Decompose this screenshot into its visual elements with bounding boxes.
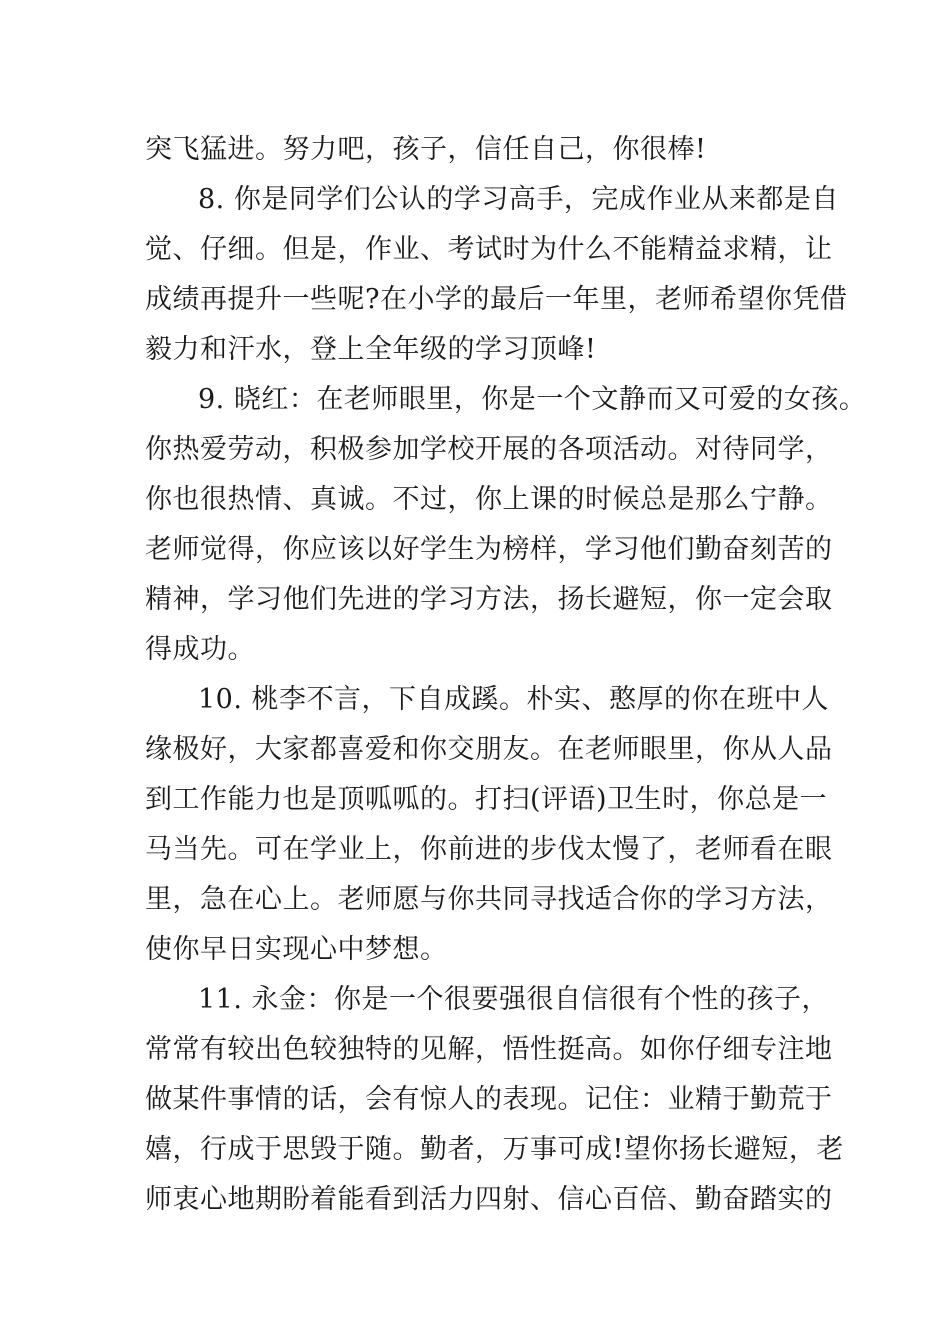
text-line: 突飞猛进。努力吧，孩子，信任自己，你很棒! bbox=[145, 134, 707, 165]
text-line: 你热爱劳动，积极参加学校开展的各项活动。对待同学， bbox=[145, 434, 833, 465]
text-line: 觉、仔细。但是，作业、考试时为什么不能精益求精，让 bbox=[145, 234, 833, 265]
text-line: 毅力和汗水，登上全年级的学习顶峰! bbox=[145, 334, 597, 365]
text-line: 老师觉得，你应该以好学生为榜样，学习他们勤奋刻苦的 bbox=[145, 534, 833, 565]
text-line: 精神，学习他们先进的学习方法，扬长避短，你一定会取 bbox=[145, 584, 833, 615]
text-line: 嬉，行成于思毁于随。勤者，万事可成!望你扬长避短，老 bbox=[145, 1134, 844, 1165]
text-line: 做某件事情的话，会有惊人的表现。记住：业精于勤荒于 bbox=[145, 1084, 833, 1115]
text-line: 马当先。可在学业上，你前进的步伐太慢了，老师看在眼 bbox=[145, 834, 833, 865]
text-line: 里，急在心上。老师愿与你共同寻找适合你的学习方法， bbox=[145, 884, 833, 915]
text-line: 你也很热情、真诚。不过，你上课的时候总是那么宁静。 bbox=[145, 484, 833, 515]
text-line: 9. 晓红：在老师眼里，你是一个文静而又可爱的女孩。 bbox=[198, 384, 867, 415]
text-line: 使你早日实现心中梦想。 bbox=[145, 934, 448, 965]
text-line: 8. 你是同学们公认的学习高手，完成作业从来都是自 bbox=[198, 184, 839, 215]
text-line: 常常有较出色较独特的见解，悟性挺高。如你仔细专注地 bbox=[145, 1034, 833, 1065]
text-line: 缘极好，大家都喜爱和你交朋友。在老师眼里，你从人品 bbox=[145, 734, 833, 765]
text-line: 10. 桃李不言，下自成蹊。朴实、憨厚的你在班中人 bbox=[198, 684, 830, 715]
text-line: 11. 永金：你是一个很要强很自信很有个性的孩子， bbox=[198, 984, 830, 1015]
text-line: 成绩再提升一些呢?在小学的最后一年里，老师希望你凭借 bbox=[145, 284, 848, 315]
text-line: 师衷心地期盼着能看到活力四射、信心百倍、勤奋踏实的 bbox=[145, 1184, 833, 1215]
text-line: 到工作能力也是顶呱呱的。打扫(评语)卫生时，你总是一 bbox=[145, 784, 828, 815]
text-line: 得成功。 bbox=[145, 634, 255, 665]
